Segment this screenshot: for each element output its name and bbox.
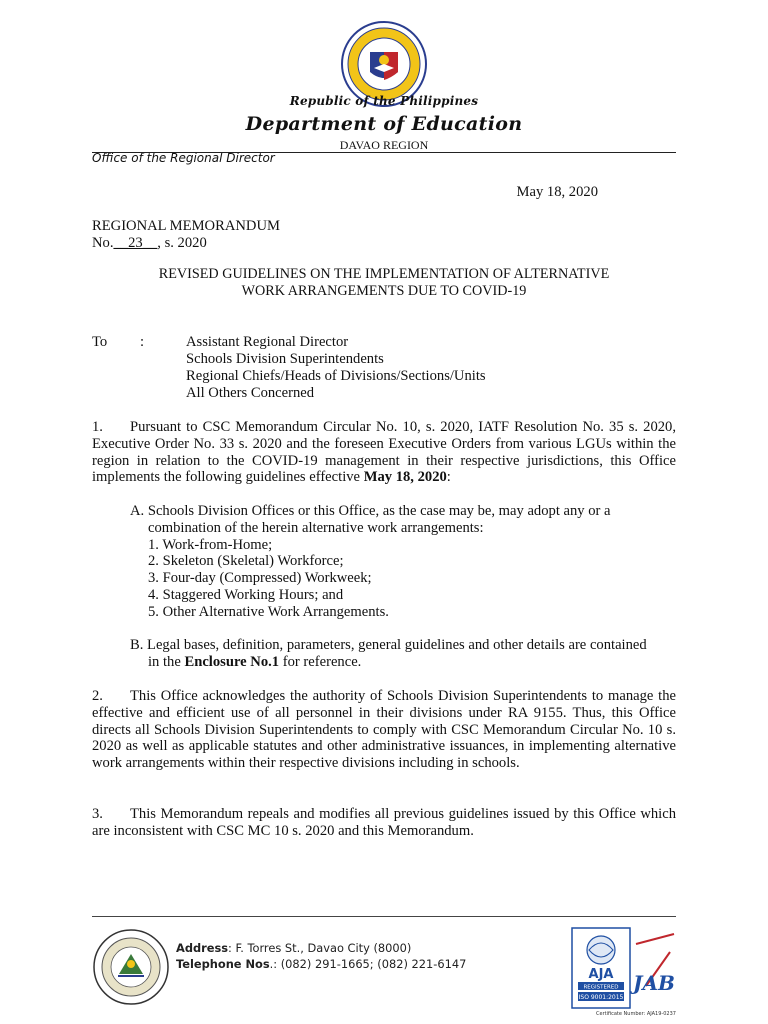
certificate-number: Certificate Number: AJA19-0237 bbox=[596, 1011, 676, 1017]
recipient: All Others Concerned bbox=[186, 385, 315, 401]
cert-registered-text: REGISTERED bbox=[583, 984, 619, 991]
arrangement-list bbox=[130, 537, 676, 621]
paragraph-1: 1. Pursuant to CSC Memorandum Circular No. 10, s. 2020, IATF Resolution No. 35 s. 2020, Executive Order No. 33 s. 2020 and the foreseen Executive Orders from various LGUs within the region in relation to the COVID-19 management in their respective jurisdictions, this Office implements the following guidelines effective May 18, 2020: bbox=[92, 419, 676, 486]
footer-telephone: Telephone Nos.: (082) 291-1665; (082) 221-6147 bbox=[176, 957, 467, 971]
section-b: B. Legal bases, definition, parameters, general guidelines and other details are contained in the Enclosure No.1 for reference. bbox=[130, 637, 647, 670]
memo-date: May 18, 2020 bbox=[516, 184, 598, 200]
footer-contact bbox=[176, 940, 466, 972]
memo-number-value: __23__ bbox=[113, 234, 158, 251]
republic-heading: Republic of the Philippines bbox=[289, 94, 479, 108]
list-item: 5. Other Alternative Work Arrangements. bbox=[148, 603, 389, 620]
office-heading: Office of the Regional Director bbox=[92, 151, 275, 165]
memo-number: No.__23__, s. 2020 bbox=[92, 234, 207, 251]
list-item: 2. Skeleton (Skeletal) Workforce; bbox=[148, 553, 344, 570]
to-label: To bbox=[92, 334, 108, 350]
regional-office-logo bbox=[92, 928, 170, 1006]
iso-certification-badge bbox=[570, 926, 680, 1016]
list-item: 4. Staggered Working Hours; and bbox=[148, 586, 344, 603]
department-heading: Department of Education bbox=[245, 113, 523, 135]
region-heading: DAVAO REGION bbox=[339, 138, 429, 152]
memo-title: REVISED GUIDELINES ON THE IMPLEMENTATION OF ALTERNATIVE WORK ARRANGEMENTS DUE TO COVID-19 bbox=[158, 266, 610, 299]
paragraph-2: 2. This Office acknowledges the authority of Schools Division Superintendents to manage the effective and efficient use of all personnel in their divisions under RA 9155. Thus, this Office directs all Schools Division Superintendents to comply with CSC Memorandum Circular No. 10 s. 2020 as well as applicable statutes and other administrative issuances, in implementing alternative work arrangements within their respective divisions including in schools. bbox=[92, 688, 676, 772]
recipient: Schools Division Superintendents bbox=[186, 351, 384, 367]
to-colon: : bbox=[140, 334, 145, 350]
paragraph-3: 3. This Memorandum repeals and modifies all previous guidelines issued by this Office which are inconsistent with CSC MC 10 s. 2020 and this Memorandum. bbox=[92, 806, 676, 839]
section-a: A. Schools Division Offices or this Office, as the case may be, may adopt any or a combination of the herein alternative work arrangements: 1. Work-from-Home; 2. Skeleton (Skeletal) Workforce; 3. Four-day (Compressed) Workweek; 4. Staggered Working Hours; and 5. Other Alternative Work Arrangements. bbox=[130, 503, 676, 621]
cert-aja-text: AJA bbox=[588, 967, 614, 982]
recipient: Regional Chiefs/Heads of Divisions/Sections/Units bbox=[186, 368, 486, 384]
list-item: 1. Work-from-Home; bbox=[148, 536, 273, 553]
enclosure-reference: Enclosure No.1 bbox=[184, 653, 280, 670]
memo-type: REGIONAL MEMORANDUM bbox=[92, 218, 280, 234]
footer-address: Address: F. Torres St., Davao City (8000) bbox=[176, 941, 412, 955]
recipient: Assistant Regional Director bbox=[186, 334, 349, 350]
list-item: 3. Four-day (Compressed) Workweek; bbox=[148, 570, 372, 587]
cert-jab-text: JAB bbox=[633, 971, 675, 995]
header-divider bbox=[92, 152, 676, 153]
cert-iso-text: ISO 9001:2015 bbox=[578, 994, 624, 1001]
recipient-list bbox=[186, 334, 486, 402]
footer-divider bbox=[92, 916, 676, 917]
memo-identifier bbox=[92, 218, 280, 252]
